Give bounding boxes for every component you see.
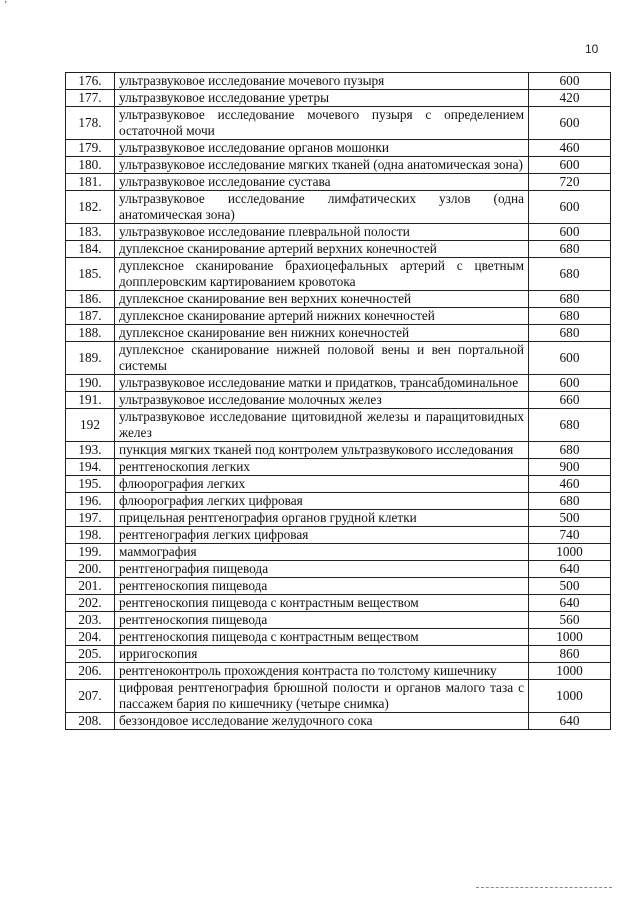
service-price: 460 xyxy=(529,476,611,493)
row-number: 208. xyxy=(66,713,115,730)
row-number: 198. xyxy=(66,527,115,544)
service-name: дуплексное сканирование нижней половой вены и вен портальной системы xyxy=(115,342,529,375)
service-price: 720 xyxy=(529,174,611,191)
service-price: 680 xyxy=(529,241,611,258)
row-number: 195. xyxy=(66,476,115,493)
table-row xyxy=(66,527,611,544)
service-price: 1000 xyxy=(529,544,611,561)
service-name: ультразвуковое исследование лимфатических узлов (одна анатомическая зона) xyxy=(115,191,529,224)
service-price: 1000 xyxy=(529,629,611,646)
service-name: рентгенография пищевода xyxy=(115,561,529,578)
service-price: 1000 xyxy=(529,680,611,713)
table-row xyxy=(66,561,611,578)
service-price: 680 xyxy=(529,258,611,291)
row-number: 201. xyxy=(66,578,115,595)
service-price: 600 xyxy=(529,73,611,90)
table-row xyxy=(66,680,611,713)
service-name: ультразвуковое исследование органов мошонки xyxy=(115,140,529,157)
table-row xyxy=(66,342,611,375)
service-name: флюорография легких цифровая xyxy=(115,493,529,510)
service-price: 640 xyxy=(529,713,611,730)
service-price: 640 xyxy=(529,561,611,578)
row-number: 186. xyxy=(66,291,115,308)
table-row xyxy=(66,544,611,561)
row-number: 190. xyxy=(66,375,115,392)
service-name: ирригоскопия xyxy=(115,646,529,663)
table-row xyxy=(66,224,611,241)
row-number: 203. xyxy=(66,612,115,629)
service-name: рентгеноскопия пищевода с контрастным веществом xyxy=(115,629,529,646)
table-row xyxy=(66,73,611,90)
table-row xyxy=(66,140,611,157)
row-number: 185. xyxy=(66,258,115,291)
table-row xyxy=(66,476,611,493)
table-row xyxy=(66,629,611,646)
service-price: 500 xyxy=(529,510,611,527)
service-name: дуплексное сканирование артерий нижних конечностей xyxy=(115,308,529,325)
table-row xyxy=(66,291,611,308)
row-number: 192 xyxy=(66,409,115,442)
service-price: 900 xyxy=(529,459,611,476)
row-number: 202. xyxy=(66,595,115,612)
service-name: ультразвуковое исследование матки и придатков, трансабдоминальное xyxy=(115,375,529,392)
service-price: 660 xyxy=(529,392,611,409)
table-row xyxy=(66,375,611,392)
service-price: 680 xyxy=(529,325,611,342)
service-name: дуплексное сканирование артерий верхних конечностей xyxy=(115,241,529,258)
row-number: 205. xyxy=(66,646,115,663)
row-number: 204. xyxy=(66,629,115,646)
service-name: дуплексное сканирование вен верхних конечностей xyxy=(115,291,529,308)
service-price: 860 xyxy=(529,646,611,663)
service-price: 420 xyxy=(529,90,611,107)
service-price: 600 xyxy=(529,191,611,224)
table-row xyxy=(66,258,611,291)
table-row xyxy=(66,713,611,730)
row-number: 178. xyxy=(66,107,115,140)
table-row xyxy=(66,646,611,663)
service-name: пункция мягких тканей под контролем ультразвукового исследования xyxy=(115,442,529,459)
table-row xyxy=(66,595,611,612)
row-number: 181. xyxy=(66,174,115,191)
service-name: рентгенография легких цифровая xyxy=(115,527,529,544)
service-name: ультразвуковое исследование сустава xyxy=(115,174,529,191)
service-name: дуплексное сканирование вен нижних конечностей xyxy=(115,325,529,342)
table-row xyxy=(66,409,611,442)
service-name: рентгеноскопия легких xyxy=(115,459,529,476)
table-row xyxy=(66,107,611,140)
service-name: флюорография легких xyxy=(115,476,529,493)
table-row xyxy=(66,612,611,629)
row-number: 177. xyxy=(66,90,115,107)
service-price: 680 xyxy=(529,409,611,442)
service-name: ультразвуковое исследование мочевого пузыря xyxy=(115,73,529,90)
row-number: 207. xyxy=(66,680,115,713)
service-price: 560 xyxy=(529,612,611,629)
row-number: 196. xyxy=(66,493,115,510)
service-name: рентгеноскопия пищевода xyxy=(115,578,529,595)
service-name: ультразвуковое исследование мочевого пузыря с определением остаточной мочи xyxy=(115,107,529,140)
service-price: 600 xyxy=(529,157,611,174)
table-row xyxy=(66,459,611,476)
service-price: 460 xyxy=(529,140,611,157)
table-row xyxy=(66,578,611,595)
service-price: 600 xyxy=(529,107,611,140)
service-price: 600 xyxy=(529,342,611,375)
service-name: цифровая рентгенография брюшной полости и органов малого таза с пассажем бария по кишечнику (четыре снимка) xyxy=(115,680,529,713)
price-table xyxy=(65,72,611,730)
row-number: 206. xyxy=(66,663,115,680)
table-row xyxy=(66,510,611,527)
service-price: 740 xyxy=(529,527,611,544)
row-number: 184. xyxy=(66,241,115,258)
service-name: рентгеноскопия пищевода xyxy=(115,612,529,629)
row-number: 193. xyxy=(66,442,115,459)
table-row xyxy=(66,308,611,325)
service-name: рентгеноконтроль прохождения контраста по толстому кишечнику xyxy=(115,663,529,680)
table-row xyxy=(66,663,611,680)
service-name: ультразвуковое исследование щитовидной железы и паращитовидных желез xyxy=(115,409,529,442)
service-price: 680 xyxy=(529,308,611,325)
corner-mark: ’ xyxy=(4,0,8,11)
page-number: 10 xyxy=(585,42,599,56)
service-name: ультразвуковое исследование молочных желез xyxy=(115,392,529,409)
service-price: 640 xyxy=(529,595,611,612)
service-price: 680 xyxy=(529,291,611,308)
service-name: ультразвуковое исследование мягких тканей (одна анатомическая зона) xyxy=(115,157,529,174)
service-name: дуплексное сканирование брахиоцефальных артерий с цветным допплеровским картированием кровотока xyxy=(115,258,529,291)
table-row xyxy=(66,442,611,459)
service-name: ультразвуковое исследование уретры xyxy=(115,90,529,107)
row-number: 189. xyxy=(66,342,115,375)
service-price: 680 xyxy=(529,493,611,510)
row-number: 179. xyxy=(66,140,115,157)
service-name: маммография xyxy=(115,544,529,561)
table-row xyxy=(66,90,611,107)
row-number: 191. xyxy=(66,392,115,409)
row-number: 187. xyxy=(66,308,115,325)
service-price: 1000 xyxy=(529,663,611,680)
row-number: 188. xyxy=(66,325,115,342)
service-price: 600 xyxy=(529,224,611,241)
table-row xyxy=(66,493,611,510)
service-name: прицельная рентгенография органов грудной клетки xyxy=(115,510,529,527)
service-price: 600 xyxy=(529,375,611,392)
row-number: 182. xyxy=(66,191,115,224)
table-row xyxy=(66,325,611,342)
service-price: 680 xyxy=(529,442,611,459)
row-number: 197. xyxy=(66,510,115,527)
row-number: 200. xyxy=(66,561,115,578)
service-name: рентгеноскопия пищевода с контрастным веществом xyxy=(115,595,529,612)
row-number: 199. xyxy=(66,544,115,561)
table-row xyxy=(66,157,611,174)
table-row xyxy=(66,241,611,258)
footer-divider xyxy=(476,887,612,888)
service-name: ультразвуковое исследование плевральной полости xyxy=(115,224,529,241)
service-price: 500 xyxy=(529,578,611,595)
row-number: 180. xyxy=(66,157,115,174)
price-table-body xyxy=(66,73,611,730)
table-row xyxy=(66,174,611,191)
table-row xyxy=(66,191,611,224)
row-number: 194. xyxy=(66,459,115,476)
row-number: 183. xyxy=(66,224,115,241)
table-row xyxy=(66,392,611,409)
service-name: беззондовое исследование желудочного сока xyxy=(115,713,529,730)
row-number: 176. xyxy=(66,73,115,90)
